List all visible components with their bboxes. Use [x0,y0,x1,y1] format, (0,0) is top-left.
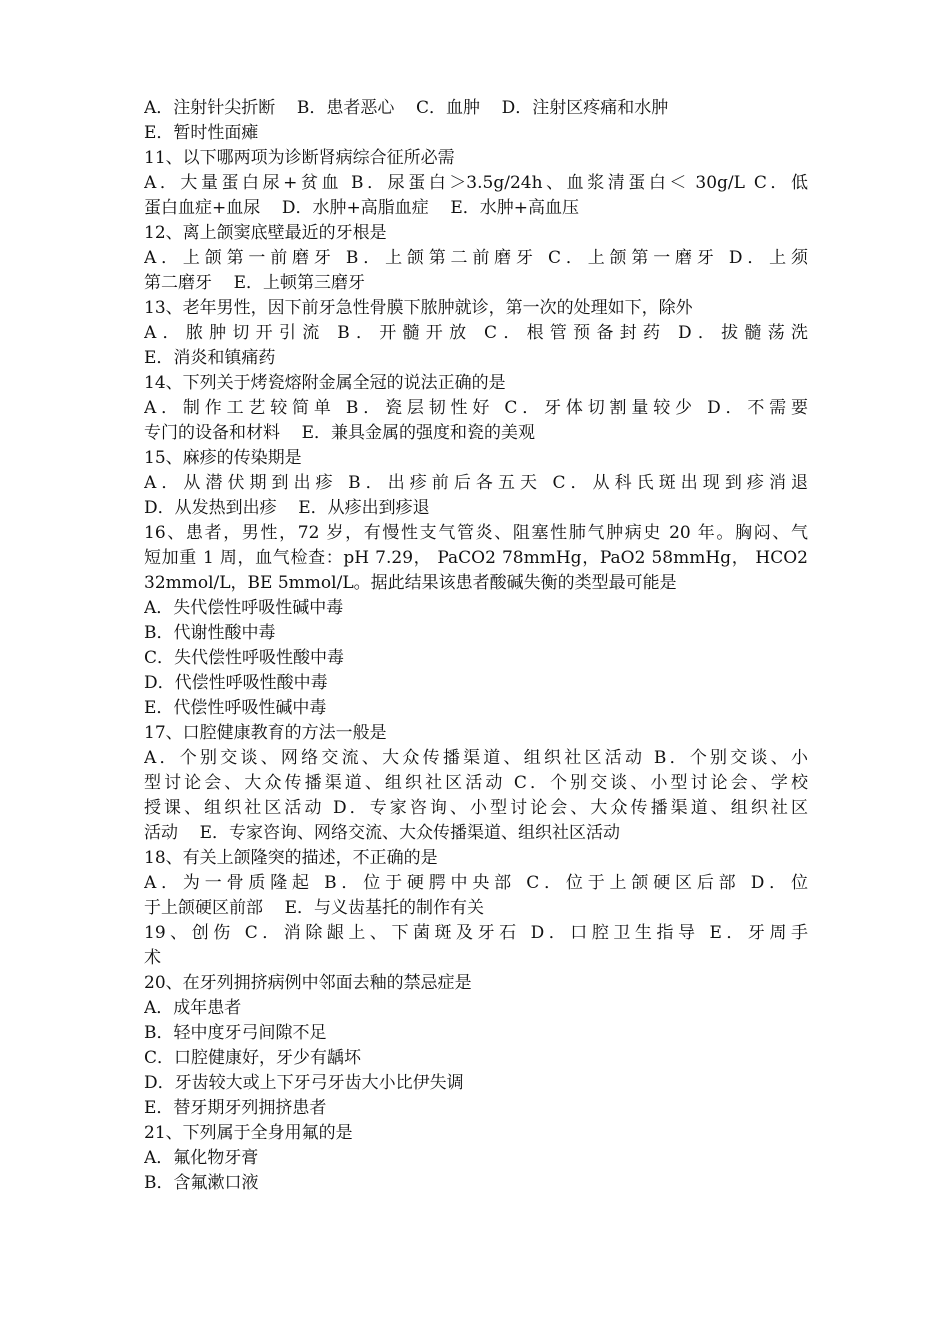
text-line: A．制作工艺较简单 B．瓷层韧性好 C．牙体切割量较少 D．不需要 [144,398,808,418]
text-line: A．注射针尖折断 B．患者恶心 C．血肿 D．注射区疼痛和水肿 [144,98,669,118]
text-line: 32mmol/L，BE 5mmol/L。据此结果该患者酸碱失衡的类型最可能是 [144,573,677,593]
text-line: D．代偿性呼吸性酸中毒 [144,673,328,693]
text-line: 20、在牙列拥挤病例中邻面去釉的禁忌症是 [144,973,472,993]
text-line: 于上颌硬区前部 E．与义齿基托的制作有关 [144,898,485,918]
text-line: A．氟化物牙膏 [144,1148,259,1168]
text-line: D．牙齿较大或上下牙弓牙齿大小比伊失调 [144,1073,464,1093]
text-line: B．代谢性酸中毒 [144,623,276,643]
text-line: A．上颌第一前磨牙 B．上颌第二前磨牙 C．上颌第一磨牙 D．上须 [144,248,808,268]
text-line: C．口腔健康好，牙少有龋坏 [144,1048,362,1068]
text-line: 活动 E．专家咨询、网络交流、大众传播渠道、组织社区活动 [144,823,621,843]
text-line: 12、离上颌窦底壁最近的牙根是 [144,223,387,243]
text-line: 专门的设备和材料 E．兼具金属的强度和瓷的美观 [144,423,536,443]
text-line: A．为一骨质隆起 B．位于硬腭中央部 C．位于上颌硬区后部 D．位 [144,873,808,893]
text-line: E．暂时性面瘫 [144,123,259,143]
text-line: D．从发热到出疹 E．从疹出到疹退 [144,498,430,518]
text-line: E．替牙期牙列拥挤患者 [144,1098,327,1118]
text-line: A．脓肿切开引流 B．开髓开放 C．根管预备封药 D．拔髓荡洗 [144,323,808,343]
text-line: 16、患者，男性，72 岁，有慢性支气管炎、阻塞性肺气肿病史 20 年。胸闷、气 [144,523,808,543]
text-line: B．轻中度牙弓间隙不足 [144,1023,327,1043]
text-line: B．含氟漱口液 [144,1173,259,1193]
text-line: 17、口腔健康教育的方法一般是 [144,723,387,743]
text-line: 13、老年男性，因下前牙急性骨膜下脓肿就诊，第一次的处理如下，除外 [144,298,693,318]
text-line: A．成年患者 [144,998,242,1018]
text-line: 14、下列关于烤瓷熔附金属全冠的说法正确的是 [144,373,506,393]
text-line: C．失代偿性呼吸性酸中毒 [144,648,345,668]
text-line: E．消炎和镇痛药 [144,348,276,368]
text-line: 15、麻疹的传染期是 [144,448,302,468]
text-line: 授课、组织社区活动 D．专家咨询、小型讨论会、大众传播渠道、组织社区 [144,798,808,818]
document-page [144,96,808,1196]
text-line: 短加重 1 周，血气检查：pH 7.29， PaCO2 78mmHg，PaO2 58mmHg， HCO2 [144,548,808,568]
text-line: 18、有关上颌隆突的描述，不正确的是 [144,848,438,868]
text-line: E．代偿性呼吸性碱中毒 [144,698,327,718]
text-line: 型讨论会、大众传播渠道、组织社区活动 C．个别交谈、小型讨论会、学校 [144,773,808,793]
text-line: A．从潜伏期到出疹 B．出疹前后各五天 C．从科氏斑出现到疹消退 [144,473,808,493]
text-line: 21、下列属于全身用氟的是 [144,1123,353,1143]
text-line: 11、以下哪两项为诊断肾病综合征所必需 [144,148,455,168]
text-line: A．失代偿性呼吸性碱中毒 [144,598,344,618]
text-line: A．大量蛋白尿+贫血 B．尿蛋白＞3.5g/24h、血浆清蛋白＜ 30g/L C．低 [144,173,808,193]
text-line: A．个别交谈、网络交流、大众传播渠道、组织社区活动 B．个别交谈、小 [144,748,808,768]
text-line: 蛋白血症+血尿 D．水肿+高脂血症 E．水肿+高血压 [144,198,580,218]
text-line: 术 [144,948,161,968]
text-line: 第二磨牙 E．上顿第三磨牙 [144,273,366,293]
text-line: 19、创伤 C．消除龈上、下菌斑及牙石 D．口腔卫生指导 E．牙周手 [144,923,808,943]
